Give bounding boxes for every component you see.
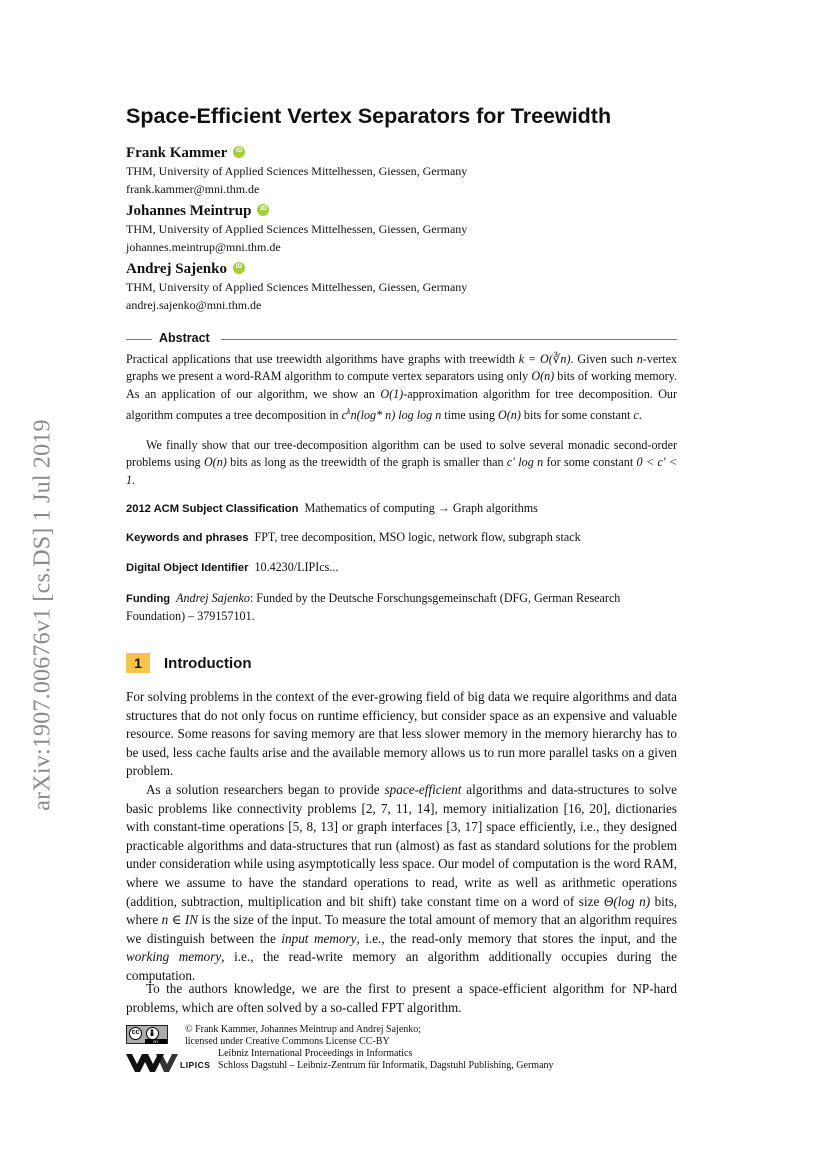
author-affiliation: THM, University of Applied Sciences Mittelhessen, Giessen, Germany [126, 280, 468, 294]
author-name: Johannes MeintrupiD [126, 203, 467, 220]
section-heading [126, 653, 251, 673]
doi: Digital Object Identifier 10.4230/LIPIcs... [126, 560, 339, 574]
author-email[interactable]: andrej.sajenko@mni.thm.de [126, 298, 262, 312]
intro-paragraph-1: For solving problems in the context of the ever-growing field of big data we require algorithms and data structures that do not only focus on runtime efficiency, but consider space as an expensive and valuable resource. Some reasons for saving memory are that less slower memory in the memory hierarchy has to be used, less cache faults arise and the available memory allows us to run more parallel tasks on a given problem. [126, 689, 677, 779]
footer-copyright: © Frank Kammer, Johannes Meintrup and Andrej Sajenko; [185, 1024, 422, 1035]
funding: Funding Andrej Sajenko: Funded by the Deutsche Forschungsgemeinschaft (DFG, German Research Foundation) – 379157101. [126, 591, 621, 624]
intro-paragraph-3: To the authors knowledge, we are the first to present a space-efficient algorithm for NP-hard problems, which are often solved by a so-called FPT algorithm. [126, 981, 677, 1015]
acm-classification: 2012 ACM Subject Classification Mathematics of computing → Graph algorithms [126, 501, 538, 515]
section-title: Introduction [164, 655, 252, 672]
cc-by-badge[interactable] [126, 1025, 168, 1044]
abstract-label: Abstract [159, 331, 210, 345]
intro-paragraph-2: As a solution researchers began to provide space-efficient algorithms and data-structures to solve basic problems like connectivity problems [2, 7, 11, 14], memory initialization [16, 20], dictionaries with constant-time operations [5, 8, 13] or graph interfaces [3, 17] space efficiently, i.e., they designed practicable algorithms and data-structures that run (almost) as fast as standard solutions for the problem under consideration while using asymptotically less space. Our model of computation is the word RAM, where we assume to have the standard operations to read, write as well as arithmetic operations (addition, subtraction, multiplication and bit shift) take constant time on a word of size Θ(log n) bits, where n ∈ IN is the size of the input. To measure the total amount of memory that an algorithm requires we distinguish between the input memory, i.e., the read-only memory that stores the input, and the working memory, i.e., the read-write memory an algorithm additionally occupies during the computation. [126, 782, 677, 983]
author-block-1 [126, 145, 467, 198]
keywords: Keywords and phrases FPT, tree decomposition, MSO logic, network flow, subgraph stack [126, 530, 581, 544]
arxiv-id: arXiv:1907.00676v1 [cs.DS] 1 Jul 2019 [29, 419, 56, 811]
author-email[interactable]: frank.kammer@mni.thm.de [126, 182, 260, 196]
author-email[interactable]: johannes.meintrup@mni.thm.de [126, 240, 281, 254]
abstract-paragraph-2: We finally show that our tree-decomposition algorithm can be used to solve several monadic second-order problems using O(n) bits as long as the treewidth of the graph is smaller than c′ log n for some constant 0 < c′ < 1. [126, 438, 678, 487]
author-name: Andrej SajenkoiD [126, 261, 467, 278]
footer-license[interactable]: licensed under Creative Commons License CC-BY [185, 1036, 390, 1047]
cc-icon: cc [129, 1027, 142, 1040]
abstract-paragraph-1: Practical applications that use treewidth algorithms have graphs with treewidth k = O(∛n). Given such n-vertex graphs we present a word-RAM algorithm to compute vertex separators using only O(n) bits of working memory. As an application of our algorithm, we show an O(1)-approximation algorithm for tree decomposition. Our algorithm computes a tree decomposition in $c^kn(\log*$ n) log log n time using O(n) bits for some constant c. [126, 352, 678, 423]
footer-series: Leibniz International Proceedings in Informatics [218, 1048, 413, 1059]
author-affiliation: THM, University of Applied Sciences Mittelhessen, Giessen, Germany [126, 222, 468, 236]
orcid-icon[interactable] [257, 204, 269, 216]
author-block-2 [126, 203, 467, 256]
paper-title: Space-Efficient Vertex Separators for Treewidth [126, 104, 612, 128]
author-name: Frank KammeriD [126, 145, 467, 162]
lipics-logo-graphic [126, 1050, 186, 1076]
lipics-logo [126, 1050, 211, 1076]
section-number: 1 [126, 653, 150, 673]
rule [221, 339, 677, 340]
author-affiliation: THM, University of Applied Sciences Mittelhessen, Giessen, Germany [126, 164, 468, 178]
orcid-icon[interactable] [233, 146, 245, 158]
by-label: BY [145, 1039, 167, 1044]
abstract-heading [126, 331, 677, 347]
rule [126, 339, 152, 340]
arxiv-stamp [28, 395, 58, 835]
author-block-3 [126, 261, 467, 314]
orcid-icon[interactable] [233, 262, 245, 274]
lipics-label: LIPICS [180, 1060, 211, 1070]
footer-publisher: Schloss Dagstuhl – Leibniz-Zentrum für Informatik, Dagstuhl Publishing, Germany [218, 1060, 554, 1071]
